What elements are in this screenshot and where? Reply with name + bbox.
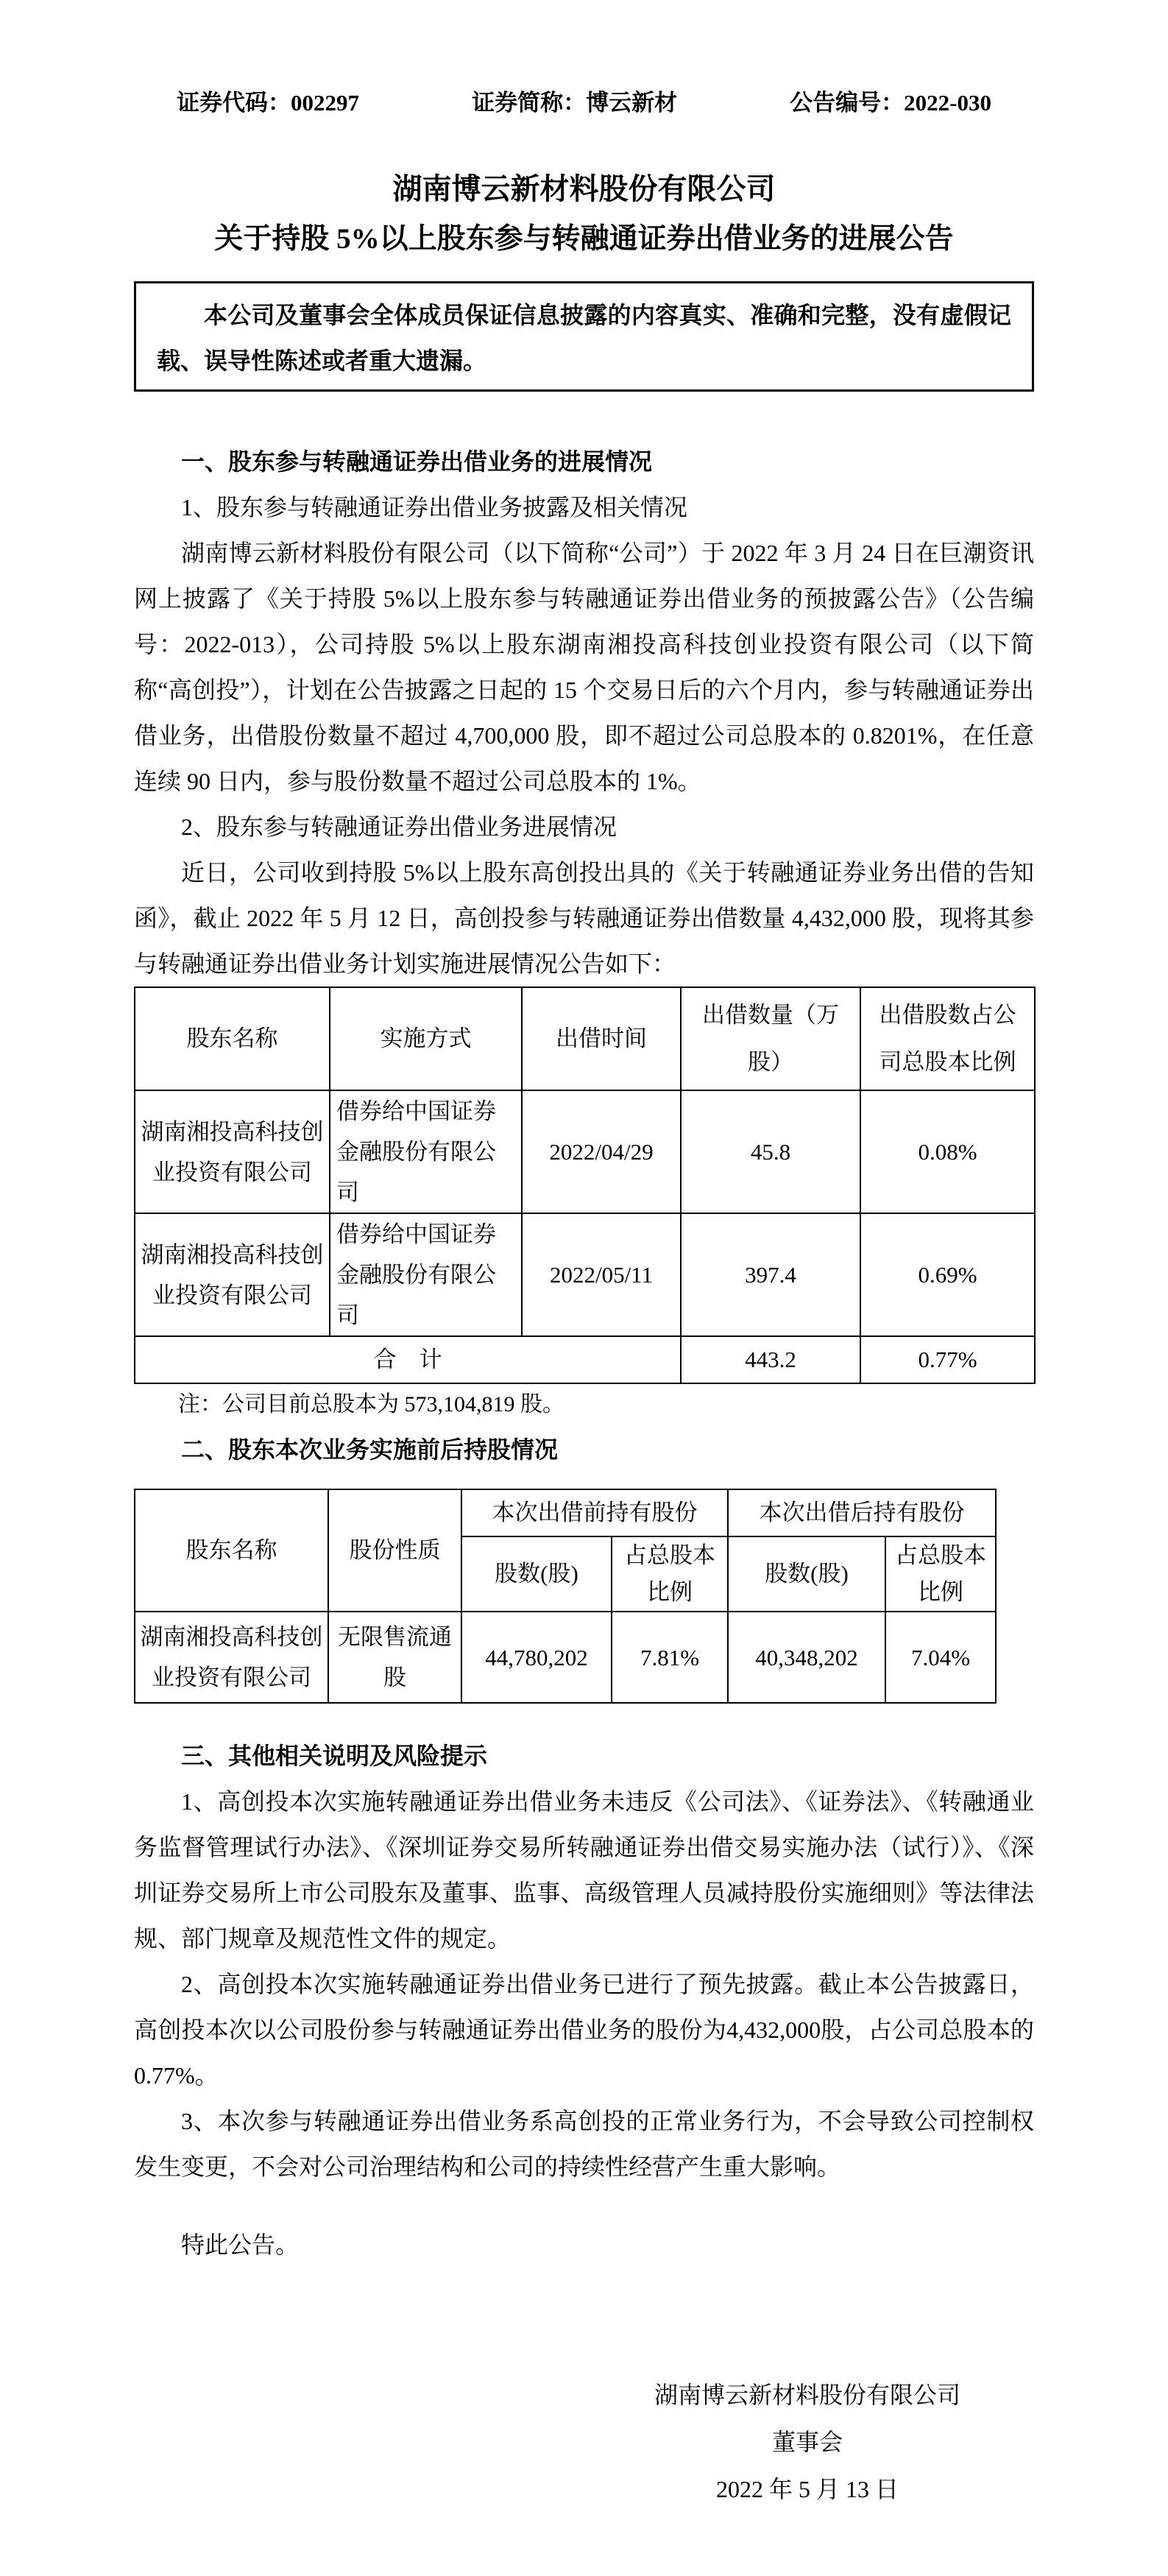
table-row (135, 1090, 1035, 1213)
section-3-paragraph-2: 2、高创投本次实施转融通证券出借业务已进行了预先披露。截止本公告披露日，高创投本次以公司股份参与转融通证券出借业务的股份为4,432,000股，占公司总股本的0.77%。 (134, 1971, 1034, 2089)
cell-before-ratio: 7.81% (612, 1612, 728, 1703)
table-row (135, 1612, 996, 1703)
cell-date: 2022/04/29 (522, 1090, 681, 1213)
holdings-before-after-table (134, 1489, 997, 1704)
cell-after-ratio: 7.04% (885, 1612, 996, 1703)
cell-shareholder: 湖南湘投高科技创业投资有限公司 (135, 1090, 330, 1213)
section-2-heading: 二、股东本次业务实施前后持股情况 (181, 1436, 559, 1463)
col-header-method: 实施方式 (330, 987, 522, 1090)
signature-company: 湖南博云新材料股份有限公司 (654, 2382, 960, 2408)
col-header-before-shares: 股数(股) (461, 1536, 612, 1612)
section-1-paragraph-2: 近日，公司收到持股 5%以上股东高创投出具的《关于转融通证券业务出借的告知函》，截止 2022 年 5 月 12 日，高创投参与转融通证券出借数量 4,432,000 股，现将其参与转融通证券出借业务计划实施进展情况公告如下： (134, 859, 1034, 977)
signature-block (654, 2371, 960, 2512)
total-quantity: 443.2 (681, 1336, 860, 1383)
closing-statement: 特此公告。 (181, 2231, 300, 2258)
cell-ratio: 0.08% (860, 1090, 1035, 1213)
col-header-shareholder: 股东名称 (135, 987, 330, 1090)
cell-shareholder: 湖南湘投高科技创业投资有限公司 (135, 1612, 328, 1703)
col-header-share-nature: 股份性质 (328, 1489, 461, 1612)
total-label: 合 计 (135, 1336, 681, 1383)
col-header-after-ratio: 占总股本比例 (885, 1536, 996, 1612)
col-header-shareholder: 股东名称 (135, 1489, 328, 1612)
cell-quantity: 45.8 (681, 1090, 860, 1213)
col-header-ratio: 出借股数占公司总股本比例 (860, 987, 1035, 1090)
col-header-before-ratio: 占总股本比例 (612, 1536, 728, 1612)
stock-short-name: 证券简称：博云新材 (472, 90, 678, 116)
section-1-paragraph-1: 湖南博云新材料股份有限公司（以下简称“公司”）于 2022 年 3 月 24 日在巨潮资讯网上披露了《关于持股 5%以上股东参与转融通证券出借业务的预披露公告》（公告编号：2022-013），公司持股 5%以上股东湖南湘投高科技创业投资有限公司（以下简称“高创投”），计划在公告披露之日起的 15 个交易日后的六个月内，参与转融通证券出借业务，出借股份数量不超过 4,700,000 股，即不超过公司总股本的 0.8201%，在任意连续 90 日内，参与股份数量不超过公司总股本的 1%。 (134, 540, 1034, 794)
col-header-after-lending: 本次出借后持有股份 (728, 1489, 996, 1536)
col-header-date: 出借时间 (522, 987, 681, 1090)
total-ratio: 0.77% (860, 1336, 1035, 1383)
section-3-heading: 三、其他相关说明及风险提示 (181, 1743, 488, 1769)
table-note: 注：公司目前总股本为 573,104,819 股。 (178, 1392, 564, 1416)
cell-method: 借券给中国证券金融股份有限公司 (330, 1090, 522, 1213)
cell-quantity: 397.4 (681, 1213, 860, 1336)
lending-progress-table (134, 987, 1036, 1384)
cell-ratio: 0.69% (860, 1213, 1035, 1336)
announcement-subject: 关于持股 5%以上股东参与转融通证券出借业务的进展公告 (214, 223, 954, 255)
announcement-number: 公告编号：2022-030 (790, 90, 991, 116)
cell-method: 借券给中国证券金融股份有限公司 (330, 1213, 522, 1336)
disclaimer-box (134, 281, 1034, 392)
cell-after-shares: 40,348,202 (728, 1612, 885, 1703)
section-3-paragraph-1: 1、高创投本次实施转融通证券出借业务未违反《公司法》、《证券法》、《转融通业务监督管理试行办法》、《深圳证券交易所转融通证券出借交易实施办法（试行）》、《深圳证券交易所上市公司股东及董事、监事、高级管理人员减持股份实施细则》等法律法规、部门规章及规范性文件的规定。 (134, 1788, 1034, 1952)
disclaimer-text: 本公司及董事会全体成员保证信息披露的内容真实、准确和完整，没有虚假记载、误导性陈述或者重大遗漏。 (157, 302, 1011, 374)
col-header-quantity: 出借数量（万股） (681, 987, 860, 1090)
section-1-sub-2-heading: 2、股东参与转融通证券出借业务进展情况 (181, 814, 617, 840)
section-3-paragraph-3: 3、本次参与转融通证券出借业务系高创投的正常业务行为，不会导致公司控制权发生变更，不会对公司治理结构和公司的持续性经营产生重大影响。 (134, 2108, 1034, 2180)
table-header-row (135, 987, 1035, 1090)
col-header-after-shares: 股数(股) (728, 1536, 885, 1612)
table-row (135, 1213, 1035, 1336)
cell-before-shares: 44,780,202 (461, 1612, 612, 1703)
col-header-before-lending: 本次出借前持有股份 (461, 1489, 728, 1536)
company-title: 湖南博云新材料股份有限公司 (392, 172, 776, 205)
signature-board: 董事会 (771, 2429, 843, 2455)
stock-code: 证券代码：002297 (177, 90, 359, 116)
section-1-heading: 一、股东参与转融通证券出借业务的进展情况 (181, 448, 653, 475)
section-1-sub-1-heading: 1、股东参与转融通证券出借业务披露及相关情况 (181, 494, 688, 521)
doc-header (134, 90, 1034, 116)
cell-shareholder: 湖南湘投高科技创业投资有限公司 (135, 1213, 330, 1336)
table-header-row-top (135, 1489, 996, 1536)
table-total-row (135, 1336, 1035, 1383)
cell-date: 2022/05/11 (522, 1213, 681, 1336)
cell-share-nature: 无限售流通股 (328, 1612, 461, 1703)
signature-date: 2022 年 5 月 13 日 (715, 2476, 899, 2502)
